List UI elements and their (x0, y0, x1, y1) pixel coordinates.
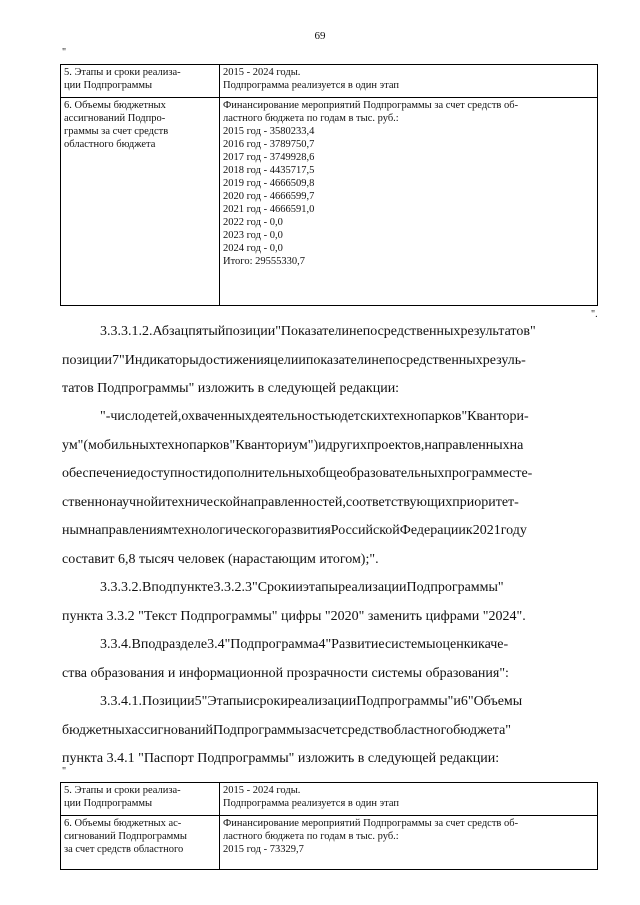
word: направленных (424, 437, 510, 453)
word: Федерации (399, 523, 466, 538)
word: 3.3.4. (100, 637, 132, 652)
word: "Кванториум") (229, 437, 319, 453)
word: "Индикаторы (119, 352, 199, 368)
table-cell-budget-label (61, 816, 220, 870)
table-row (61, 98, 598, 306)
word: и (158, 494, 166, 510)
text-line: пункта 3.3.2 "Текст Подпрограммы" цифры "2020" заменить цифрами "2024". (62, 608, 526, 624)
word: направлениям (87, 523, 172, 538)
word: "Развитие (325, 637, 385, 652)
cell-line: ции Подпрограммы (64, 80, 153, 91)
word: подпункте (151, 580, 214, 595)
cell-line: 2017 год - 3749928,6 (223, 152, 315, 163)
word: бюджетных (62, 722, 132, 738)
text-line (62, 717, 598, 746)
word: других (325, 437, 367, 453)
cell-line: 2018 год - 4435717,5 (223, 165, 315, 176)
cell-line: 2019 год - 4666509,8 (223, 178, 315, 189)
word: технической (165, 494, 241, 510)
cell-line: Подпрограмма реализуется в один этап (223, 80, 399, 91)
paragraph-3-3-3-1-2 (62, 318, 598, 404)
paragraph-quoted-indicator (62, 403, 598, 574)
word: 6 (460, 694, 468, 709)
word: Подпрограммы (213, 722, 305, 738)
word: Российской (330, 523, 400, 538)
cell-line: ластного бюджета по годам в тыс. руб.: (223, 831, 399, 842)
word: охваченных (181, 409, 252, 424)
word: соответствующих (345, 494, 453, 510)
table-cell-stages-value (220, 65, 598, 98)
cell-line: за счет средств областного (64, 844, 184, 855)
cell-line: 5. Этапы и сроки реализа- (64, 785, 181, 796)
word: ум" (62, 437, 84, 453)
closing-quote-1: ". (591, 309, 598, 320)
word: (мобильных (83, 437, 156, 453)
text-line (62, 403, 598, 432)
word: дополнительных (212, 466, 312, 481)
cell-line: 2015 год - 3580233,4 (223, 126, 315, 137)
word: реализации (287, 694, 357, 709)
word: приоритет- (452, 494, 519, 510)
cell-line: 2024 год - 0,0 (223, 243, 283, 254)
cell-line: областного бюджета (64, 139, 156, 150)
word: за (304, 722, 317, 738)
text-line (62, 489, 598, 518)
word: 4 (318, 637, 326, 652)
cell-line: 2023 год - 0,0 (223, 230, 283, 241)
cell-line: 2020 год - 4666599,7 (223, 191, 315, 202)
cell-line: 2015 год - 73329,7 (223, 844, 304, 855)
word: ным (62, 523, 88, 538)
text-line: пункта 3.4.1 "Паспорт Подпрограммы" изложить в следующей редакции: (62, 751, 500, 766)
word: году (500, 523, 527, 538)
word: "Квантори- (461, 409, 529, 424)
word: 3.4 (207, 637, 225, 652)
word: 2021 (472, 523, 501, 538)
word: и (298, 352, 306, 368)
text-line: татов Подпрограммы" изложить в следующей редакции: (62, 381, 400, 396)
word: В (142, 580, 152, 595)
passport-table-2 (60, 782, 598, 870)
word: "Подпрограмма (224, 637, 319, 652)
opening-quote-2: " (62, 766, 67, 777)
word: направленностей, (240, 494, 346, 510)
word: и (318, 437, 326, 453)
word: цели (270, 352, 299, 368)
word: областного (386, 722, 454, 738)
cell-line: 2015 - 2024 годы. (223, 67, 301, 78)
word: показатели (305, 352, 372, 368)
word: к (465, 523, 473, 538)
word: Позиции (142, 694, 195, 709)
cell-line: 6. Объемы бюджетных ас- (64, 818, 182, 829)
word: позиции (225, 324, 276, 339)
word: каче- (478, 637, 509, 652)
word: на (509, 437, 524, 453)
word: системы (384, 637, 436, 652)
text-line: составит 6,8 тысяч человек (нарастающим итогом);". (62, 551, 379, 567)
word: резуль- (482, 352, 526, 368)
opening-quote-1: " (62, 47, 67, 58)
word: и (295, 580, 303, 595)
word: число (110, 409, 145, 424)
word: результатов" (460, 324, 536, 339)
cell-line: граммы за счет средств (64, 126, 169, 137)
word: счет (316, 722, 342, 738)
word: достижения (198, 352, 271, 368)
word: непосредственных (371, 352, 483, 368)
word: реализации (338, 580, 407, 595)
text-line (62, 517, 598, 546)
cell-line: Финансирование мероприятий Подпрограммы за счет средств об- (223, 100, 519, 111)
word: "Показатели (275, 324, 350, 339)
word: непосредственных (349, 324, 461, 339)
word: технопарков (155, 437, 230, 453)
cell-line: 2015 - 2024 годы. (223, 785, 301, 796)
text-line (62, 432, 598, 461)
word: В (131, 637, 141, 652)
cell-line: Итого: 29555330,7 (223, 256, 305, 267)
word: ассигнований (131, 722, 214, 738)
cell-line: Подпрограмма реализуется в один этап (223, 798, 399, 809)
table-cell-budget-value (220, 98, 598, 306)
cell-line: 2022 год - 0,0 (223, 217, 283, 228)
word: сроки (253, 694, 288, 709)
text-line (62, 688, 598, 717)
paragraph-3-3-4 (62, 631, 598, 688)
cell-line: Финансирование мероприятий Подпрограммы за счет средств об- (223, 818, 519, 829)
word: программ (444, 466, 503, 481)
table-cell-budget-value (220, 816, 598, 870)
table-row (61, 65, 598, 98)
text-line (62, 347, 598, 376)
cell-line: 2021 год - 4666591,0 (223, 204, 315, 215)
word: Абзац (152, 324, 189, 339)
word: 3.3.2.3 (213, 580, 252, 595)
word: 5 (194, 694, 202, 709)
word: 7 (112, 352, 119, 368)
word: детей, (144, 409, 182, 424)
word: детских (340, 409, 388, 424)
text-line (62, 460, 598, 489)
table-cell-stages-label (61, 65, 220, 98)
table-cell-stages-value (220, 783, 598, 816)
word: Подпрограммы" (356, 694, 454, 709)
text-line (62, 318, 598, 347)
paragraph-3-3-3-2 (62, 574, 598, 631)
word: и (245, 694, 254, 709)
word: Подпрограммы" (406, 580, 504, 595)
word: доступности (136, 466, 213, 481)
word: 3.3.4.1. (100, 694, 142, 709)
passport-table-1 (60, 64, 598, 306)
word: "- (100, 409, 111, 424)
cell-line: сигнований Подпрограммы (64, 831, 187, 842)
word: 3.3.3.2. (100, 580, 142, 595)
word: технологического (171, 523, 278, 538)
word: деятельностью (251, 409, 341, 424)
word: оценки (435, 637, 478, 652)
word: подразделе (140, 637, 208, 652)
table-cell-stages-label (61, 783, 220, 816)
word: бюджета" (453, 722, 511, 738)
word: есте- (502, 466, 533, 481)
word: общеобразовательных (311, 466, 445, 481)
cell-line: 2016 год - 3789750,7 (223, 139, 315, 150)
word: и (453, 694, 461, 709)
word: развития (277, 523, 331, 538)
cell-line: ластного бюджета по годам в тыс. руб.: (223, 113, 399, 124)
cell-line: 5. Этапы и сроки реализа- (64, 67, 181, 78)
table-cell-budget-label (61, 98, 220, 306)
word: позиции (62, 352, 112, 368)
word: "Этапы (201, 694, 246, 709)
word: пятый (188, 324, 226, 339)
word: проектов, (366, 437, 425, 453)
table-row (61, 783, 598, 816)
cell-line: ции Подпрограммы (64, 798, 153, 809)
text-line (62, 574, 598, 603)
text-line (62, 631, 598, 660)
word: технопарков (387, 409, 462, 424)
word: средств (341, 722, 387, 738)
paragraph-3-3-4-1 (62, 688, 598, 774)
word: обеспечение (62, 466, 137, 481)
table-row (61, 816, 598, 870)
word: ственнонаучной (62, 494, 159, 510)
page-number: 69 (314, 30, 326, 42)
word: "Сроки (252, 580, 296, 595)
word: 3.3.3.1.2. (100, 324, 153, 339)
word: "Объемы (467, 694, 523, 709)
text-line: ства образования и информационной прозрачности системы образования": (62, 665, 509, 681)
cell-line: ассигнований Подпро- (64, 113, 166, 124)
cell-line: 6. Объемы бюджетных (64, 100, 166, 111)
word: этапы (302, 580, 339, 595)
